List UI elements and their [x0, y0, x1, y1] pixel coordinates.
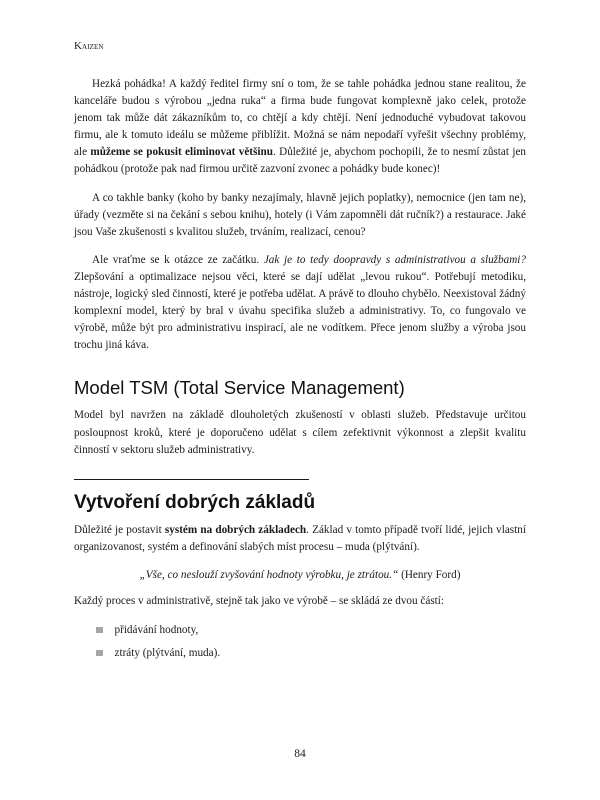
- section-heading: Model TSM (Total Service Management): [74, 377, 405, 399]
- section-heading: Vytvoření dobrých základů: [74, 492, 316, 514]
- square-bullet-icon: [96, 627, 103, 634]
- quote: [74, 567, 526, 584]
- paragraph: Hezká pohádka! A každý ředitel firmy sní o tom, že se tahle pohádka jednou stane realitou, že kanceláře budou s výrobou „jedna ruka“ a firma bude fungovat komplexně jako celek, protože jenom tak může dát zákazníkům to, co chtějí a kdy chtějí. Není jednoduché vybudovat takovou firmu, ale k tomuto ideálu se můžeme přiblížit. Možná se nám nepodaří vyřešit všechny problémy, ale můžeme se pokusit eliminovat většinu. Důležité je, abychom pochopili, že to nesmí zůstat jen pohádkou (protože pak nad firmou určitě zazvoní zvonec a pohádky bude konec)!: [74, 78, 527, 176]
- paragraph: Model byl navržen na základě dlouholetých zkušeností v oblasti služeb. Představuje určitou posloupnost kroků, které je doporučeno udělat s cílem zefektivnit výkonnost a zlepšit kvalitu činností v sektoru služeb administrativy.: [74, 409, 526, 456]
- italic-question: Jak je to tedy doopravdy s administrativou a službami?: [263, 253, 527, 266]
- list-item: ztráty (plýtvání, muda).: [74, 645, 526, 662]
- bullet-list: [74, 622, 526, 662]
- list-item: přidávání hodnoty,: [74, 622, 526, 639]
- section-divider: [74, 479, 309, 481]
- paragraph: Ale vraťme se k otázce ze začátku. Jak je to tedy doopravdy s administrativou a službami? Zlepšování a optimalizace nejsou věci, které se dají udělat „levou rukou“. Potřebují metodiku, nástroje, logický sled činností, které je potřeba udělat. A právě to dlouho chybělo. Neexistoval žádný komplexní model, který by bral v úvahu specifika služeb a administrativy. To, co fungovalo ve výrobě, může být pro administrativu inspirací, ale ne vodítkem. Přece jenom služby a výroba jsou trochu jiná káva.: [74, 253, 527, 352]
- page-number: 84: [294, 748, 306, 760]
- bold-phrase: systém na dobrých základech: [164, 524, 307, 537]
- paragraph: Důležité je postavit systém na dobrých základech. Základ v tomto případě tvoří lidé, jejich vlastní organizovanost, systém a definování slabých míst procesu – muda (plýtvání).: [74, 524, 526, 554]
- bold-phrase: můžeme se pokusit eliminovat většinu: [90, 146, 273, 159]
- quote-author: (Henry Ford): [398, 569, 461, 582]
- square-bullet-icon: [96, 650, 103, 657]
- quote-text: „Vše, co neslouží zvyšování hodnoty výrobku, je ztrátou.“: [139, 569, 399, 582]
- paragraph: A co takhle banky (koho by banky nezajímaly, hlavně jejich poplatky), nemocnice (jen tam ne), úřady (vezměte si na čekání s sebou knihu), hotely (i Vám zapomněli dát ručník?) a restaurace. Jaké jsou Vaše zkušenosti s kvalitou služeb, trváním, realizací, cenou?: [74, 191, 526, 238]
- paragraph: Každý proces v administrativě, stejně tak jako ve výrobě – se skládá ze dvou částí:: [74, 595, 445, 608]
- running-head: Kaizen: [74, 40, 104, 52]
- page-content: [74, 76, 526, 668]
